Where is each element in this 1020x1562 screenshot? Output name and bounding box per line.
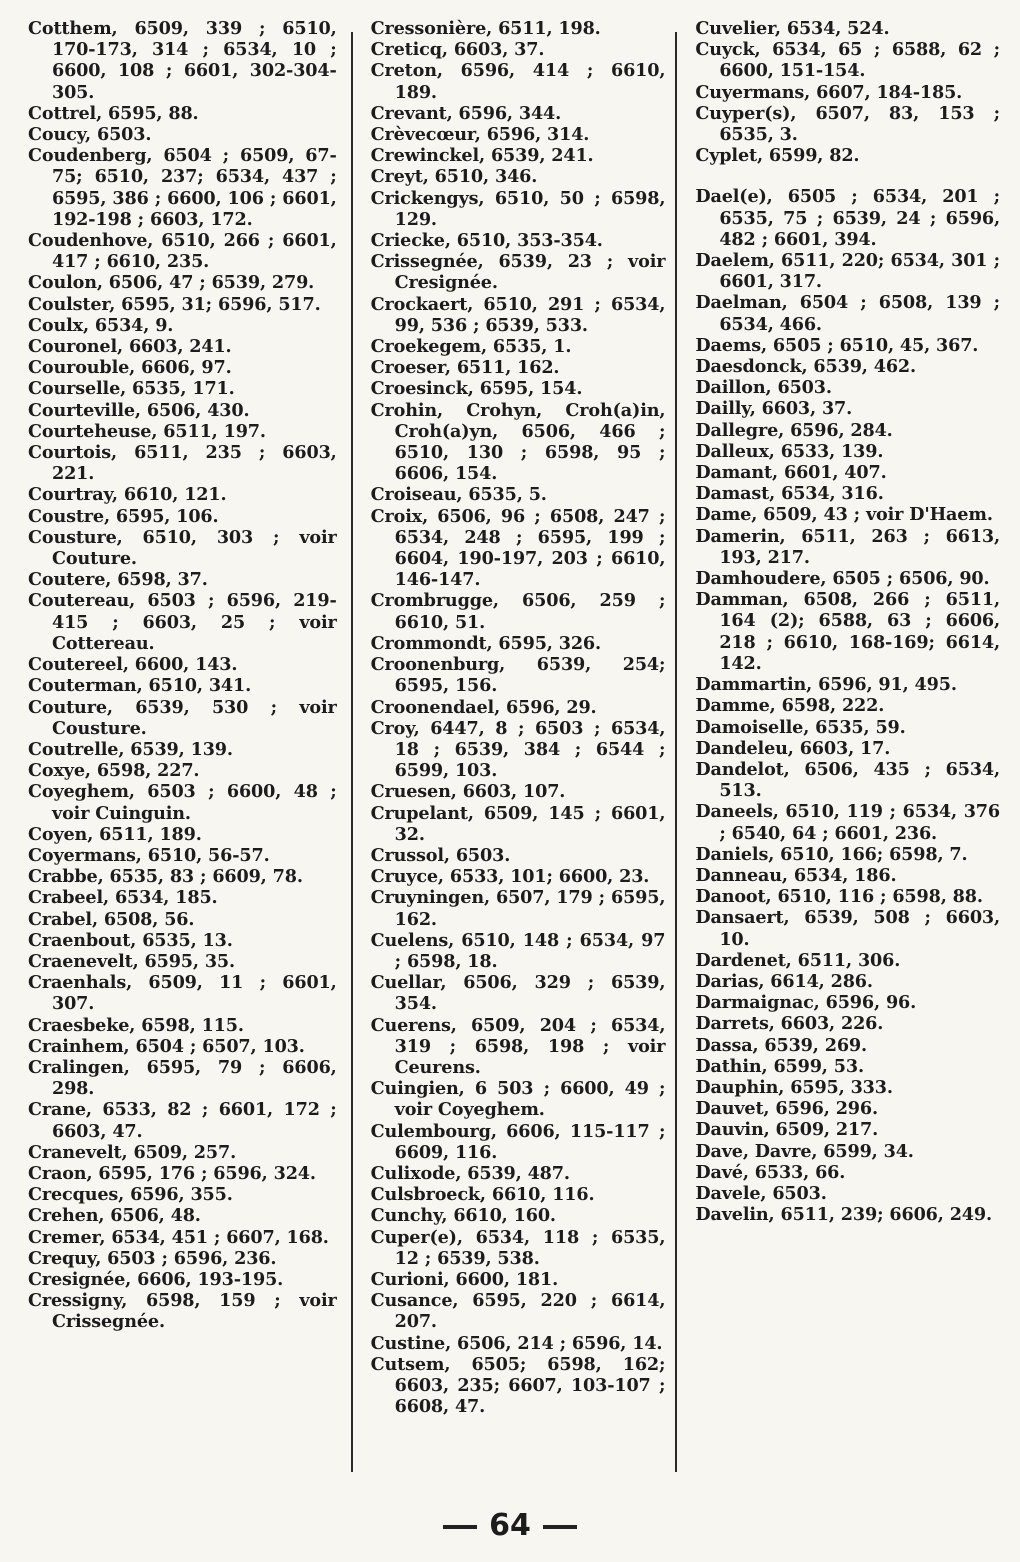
- index-entry: Crainhem, 6504 ; 6507, 103.: [28, 1035, 305, 1057]
- index-entry: Cruesen, 6603, 107.: [370, 781, 566, 803]
- index-entry: Cressonière, 6511, 198.: [370, 18, 601, 39]
- index-entry: Crabeel, 6534, 185.: [28, 887, 218, 909]
- index-entry: Coudenhove, 6510, 266 ; 6601, 417 ; 6610, 235.: [28, 230, 337, 273]
- index-entry: Custine, 6506, 214 ; 6596, 14.: [370, 1332, 663, 1354]
- index-entry: Croix, 6506, 96 ; 6508, 247 ; 6534, 248 ; 6595, 199 ; 6604, 190-197, 203 ; 6610, 146-147.: [370, 505, 666, 591]
- index-entry: Daelman, 6504 ; 6508, 139 ; 6534, 466.: [695, 292, 1000, 335]
- index-entry: Daems, 6505 ; 6510, 45, 367.: [695, 334, 979, 356]
- index-entry: Courteheuse, 6511, 197.: [28, 420, 266, 442]
- index-entry: Davele, 6503.: [695, 1182, 827, 1204]
- index-entry: Dauvin, 6509, 217.: [695, 1119, 879, 1141]
- index-entry: Cusance, 6595, 220 ; 6614, 207.: [370, 1290, 666, 1333]
- index-entry: Cutsem, 6505; 6598, 162; 6603, 235; 6607, 103-107 ; 6608, 47.: [370, 1353, 666, 1418]
- index-entry: Dathin, 6599, 53.: [695, 1055, 864, 1077]
- index-entry: Dael(e), 6505 ; 6534, 201 ; 6535, 75 ; 6539, 24 ; 6596, 482 ; 6601, 394.: [695, 186, 1000, 250]
- index-entry: Courouble, 6606, 97.: [28, 357, 232, 379]
- index-entry: Cralingen, 6595, 79 ; 6606, 298.: [28, 1056, 337, 1100]
- index-entry: Damant, 6601, 407.: [695, 462, 887, 484]
- index-entry: Crohin, Crohyn, Croh(a)in, Croh(a)yn, 6506, 466 ; 6510, 130 ; 6598, 95 ; 6606, 154.: [370, 399, 666, 485]
- index-entry: Crombrugge, 6506, 259 ; 6610, 51.: [370, 590, 666, 633]
- index-entry: Crockaert, 6510, 291 ; 6534, 99, 536 ; 6539, 533.: [370, 293, 666, 336]
- index-entry: Crupelant, 6509, 145 ; 6601, 32.: [370, 802, 666, 845]
- index-entry: Crehen, 6506, 48.: [28, 1205, 201, 1227]
- index-entry: Dassa, 6539, 269.: [695, 1034, 867, 1056]
- index-entry: Danneau, 6534, 186.: [695, 864, 897, 886]
- index-entry: Cresignée, 6606, 193-195.: [28, 1268, 284, 1290]
- index-column-1: [28, 18, 351, 1488]
- index-entry: Dandelot, 6506, 435 ; 6534, 513.: [695, 758, 1000, 802]
- index-entry: Cyplet, 6599, 82.: [695, 145, 860, 167]
- index-entry: Danoot, 6510, 116 ; 6598, 88.: [695, 886, 983, 908]
- index-entry: Dauphin, 6595, 333.: [695, 1076, 893, 1098]
- index-entry: Daneels, 6510, 119 ; 6534, 376 ; 6540, 64 ; 6601, 236.: [695, 801, 1000, 844]
- index-entry: Coyen, 6511, 189.: [28, 823, 202, 845]
- index-entry: Coutrelle, 6539, 139.: [28, 738, 233, 760]
- index-entry: Darrets, 6603, 226.: [695, 1013, 884, 1035]
- index-entry: Cuper(e), 6534, 118 ; 6535, 12 ; 6539, 538.: [370, 1226, 666, 1269]
- page-footer: [0, 1508, 1020, 1543]
- index-entry: Crickengys, 6510, 50 ; 6598, 129.: [370, 187, 666, 230]
- index-entry: Crommondt, 6595, 326.: [370, 632, 602, 654]
- index-entry: Couterman, 6510, 341.: [28, 675, 252, 697]
- index-entry: Cottrel, 6595, 88.: [28, 102, 199, 124]
- index-entry: Cranevelt, 6509, 257.: [28, 1141, 237, 1163]
- index-column-2: [353, 18, 676, 1488]
- index-entry: Dalleux, 6533, 139.: [695, 440, 884, 462]
- index-entry: Cuyck, 6534, 65 ; 6588, 62 ; 6600, 151-154.: [695, 39, 1000, 82]
- index-entry: Crabbe, 6535, 83 ; 6609, 78.: [28, 866, 303, 888]
- index-entry: Cremer, 6534, 451 ; 6607, 168.: [28, 1226, 329, 1248]
- index-entry: Damast, 6534, 316.: [695, 483, 884, 505]
- index-column-3: [677, 18, 1000, 1488]
- index-entry: Couture, 6539, 530 ; voir Cousture.: [28, 696, 337, 739]
- index-entry: Crevant, 6596, 344.: [370, 102, 562, 124]
- index-entry: Courtois, 6511, 235 ; 6603, 221.: [28, 442, 337, 485]
- index-entry: Dailly, 6603, 37.: [695, 398, 853, 420]
- index-entry: Dallegre, 6596, 284.: [695, 419, 893, 441]
- index-entry: Daniels, 6510, 166; 6598, 7.: [695, 843, 968, 865]
- index-entry: Cuyper(s), 6507, 83, 153 ; 6535, 3.: [695, 102, 1000, 146]
- index-entry: Damoiselle, 6535, 59.: [695, 716, 906, 738]
- index-entry: Culsbroeck, 6610, 116.: [370, 1184, 595, 1206]
- index-entry: Dauvet, 6596, 296.: [695, 1098, 878, 1120]
- index-entry: Coutere, 6598, 37.: [28, 569, 208, 591]
- index-entry: Creton, 6596, 414 ; 6610, 189.: [370, 60, 666, 103]
- index-entry: Cuvelier, 6534, 524.: [695, 18, 890, 39]
- index-entry: Coulon, 6506, 47 ; 6539, 279.: [28, 272, 315, 294]
- index-entry: Cruyce, 6533, 101; 6600, 23.: [370, 866, 650, 888]
- index-entry: Daillon, 6503.: [695, 377, 832, 399]
- index-entry: Couronel, 6603, 241.: [28, 336, 232, 358]
- index-entry: Coyermans, 6510, 56-57.: [28, 844, 270, 866]
- index-entry: Cuelens, 6510, 148 ; 6534, 97 ; 6598, 18.: [370, 929, 666, 972]
- index-entry: Damman, 6508, 266 ; 6511, 164 (2); 6588, 63 ; 6606, 218 ; 6610, 168-169; 6614, 142.: [695, 589, 1000, 674]
- index-entry: Coxye, 6598, 227.: [28, 760, 200, 782]
- index-entry: Craon, 6595, 176 ; 6596, 324.: [28, 1162, 316, 1184]
- index-entry: Cruyningen, 6507, 179 ; 6595, 162.: [370, 887, 666, 930]
- index-entry: Dame, 6509, 43 ; voir D'Haem.: [695, 504, 993, 526]
- index-entry: Courteville, 6506, 430.: [28, 399, 250, 421]
- index-entry: Craenhals, 6509, 11 ; 6601, 307.: [28, 972, 337, 1015]
- footer-dash: [443, 1525, 477, 1529]
- index-entry: Dardenet, 6511, 306.: [695, 949, 901, 971]
- index-entry: Criecke, 6510, 353-354.: [370, 230, 603, 252]
- index-entry: Damhoudere, 6505 ; 6506, 90.: [695, 568, 990, 590]
- index-entry: Cressigny, 6598, 159 ; voir Crissegnée.: [28, 1290, 337, 1333]
- index-entry: Crabel, 6508, 56.: [28, 908, 195, 930]
- index-entry: Croekegem, 6535, 1.: [370, 336, 572, 358]
- footer-dash: [543, 1525, 577, 1529]
- index-entry: Craesbeke, 6598, 115.: [28, 1014, 244, 1036]
- index-entry: Darmaignac, 6596, 96.: [695, 992, 917, 1014]
- index-entry: Darias, 6614, 286.: [695, 970, 873, 992]
- index-entry: Dave, Davre, 6599, 34.: [695, 1140, 914, 1162]
- index-entry: Coutereel, 6600, 143.: [28, 654, 238, 676]
- index-entry: Courselle, 6535, 171.: [28, 378, 235, 400]
- index-entry: Cuyermans, 6607, 184-185.: [695, 81, 963, 103]
- index-entry: Culixode, 6539, 487.: [370, 1162, 570, 1184]
- index-entry: Cuingien, 6 503 ; 6600, 49 ; voir Coyeghem.: [370, 1078, 666, 1121]
- page-number: 64: [489, 1508, 531, 1543]
- index-entry: Culembourg, 6606, 115-117 ; 6609, 116.: [370, 1120, 666, 1163]
- index-entry: Crequy, 6503 ; 6596, 236.: [28, 1247, 277, 1269]
- index-entry: Crussol, 6503.: [370, 844, 511, 866]
- index-entry: Craenevelt, 6595, 35.: [28, 950, 236, 972]
- index-entry: Creyt, 6510, 346.: [370, 166, 538, 188]
- index-entry: Cuellar, 6506, 329 ; 6539, 354.: [370, 972, 666, 1015]
- index-entry: Crane, 6533, 82 ; 6601, 172 ; 6603, 47.: [28, 1099, 337, 1142]
- index-entry: Croonendael, 6596, 29.: [370, 696, 597, 718]
- index-entry: Craenbout, 6535, 13.: [28, 929, 233, 951]
- index-entry: Coulx, 6534, 9.: [28, 314, 174, 336]
- index-entry: Coudenberg, 6504 ; 6509, 67-75; 6510, 237; 6534, 437 ; 6595, 386 ; 6600, 106 ; 6601, 192-198 ; 6603, 172.: [28, 145, 337, 230]
- index-entry: Coucy, 6503.: [28, 124, 152, 146]
- index-entry: Crecques, 6596, 355.: [28, 1184, 233, 1206]
- index-entry: Damerin, 6511, 263 ; 6613, 193, 217.: [695, 525, 1000, 568]
- index-entry: Cuerens, 6509, 204 ; 6534, 319 ; 6598, 198 ; voir Ceurens.: [370, 1014, 666, 1078]
- index-entry: Coustre, 6595, 106.: [28, 505, 219, 527]
- index-entry: Coulster, 6595, 31; 6596, 517.: [28, 293, 321, 315]
- index-entry: Dansaert, 6539, 508 ; 6603, 10.: [695, 907, 1000, 950]
- index-entry: Croy, 6447, 8 ; 6503 ; 6534, 18 ; 6539, 384 ; 6544 ; 6599, 103.: [370, 717, 666, 782]
- index-entry: Courtray, 6610, 121.: [28, 484, 227, 506]
- index-entry: Curioni, 6600, 181.: [370, 1268, 559, 1290]
- index-entry: Davelin, 6511, 239; 6606, 249.: [695, 1204, 992, 1226]
- index-page: [28, 18, 1000, 1488]
- index-entry: Creticq, 6603, 37.: [370, 39, 545, 61]
- index-entry: Cotthem, 6509, 339 ; 6510, 170-173, 314 ; 6534, 10 ; 6600, 108 ; 6601, 302-304-305.: [28, 18, 337, 103]
- index-entry: Croeser, 6511, 162.: [370, 357, 560, 379]
- index-entry: Crèvecœur, 6596, 314.: [370, 124, 590, 146]
- index-entry: Daesdonck, 6539, 462.: [695, 356, 916, 378]
- index-entry: Davé, 6533, 66.: [695, 1161, 846, 1183]
- index-entry: Cousture, 6510, 303 ; voir Couture.: [28, 526, 337, 570]
- index-entry: Coyeghem, 6503 ; 6600, 48 ; voir Cuinguin.: [28, 781, 337, 824]
- index-entry: Croesinck, 6595, 154.: [370, 378, 583, 400]
- index-entry: Dammartin, 6596, 91, 495.: [695, 674, 957, 696]
- index-entry: Damme, 6598, 222.: [695, 695, 885, 717]
- index-entry: Croiseau, 6535, 5.: [370, 484, 547, 506]
- index-entry: Cunchy, 6610, 160.: [370, 1205, 556, 1227]
- index-entry: Croonenburg, 6539, 254; 6595, 156.: [370, 654, 666, 697]
- index-entry: Daelem, 6511, 220; 6534, 301 ; 6601, 317.: [695, 250, 1000, 293]
- index-entry: Dandeleu, 6603, 17.: [695, 737, 891, 759]
- index-entry: Crewinckel, 6539, 241.: [370, 145, 594, 167]
- index-entry: Crissegnée, 6539, 23 ; voir Cresignée.: [370, 251, 666, 294]
- index-entry: Coutereau, 6503 ; 6596, 219-415 ; 6603, 25 ; voir Cottereau.: [28, 590, 337, 654]
